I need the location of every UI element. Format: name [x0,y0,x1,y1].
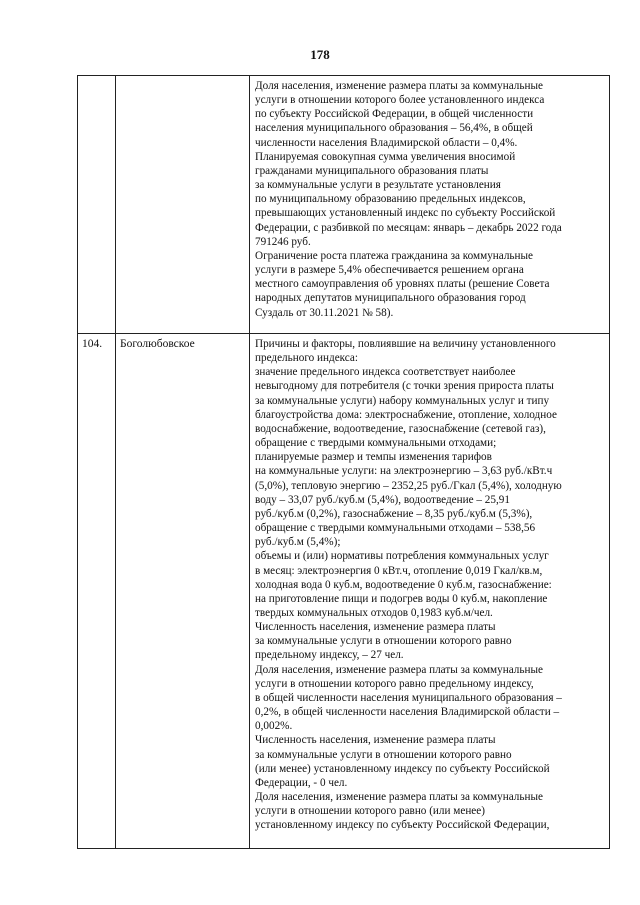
row-number-cell [78,76,116,334]
text-line: услуги в отношении которого равно предельному индексу, [255,677,534,690]
text-line: Доля населения, изменение размера платы за коммунальные [255,663,543,676]
text-line: предельного индекса: [255,352,358,365]
text-line: населения муниципального образования – 56,4%, в общей [255,122,533,135]
text-line: Суздаль от 30.11.2021 № 58). [255,306,394,319]
text-line: холодная вода 0 куб.м, водоотведение 0 куб.м, газоснабжение: [255,578,552,591]
text-line: значение предельного индекса соответствует наиболее [255,366,516,379]
text-line: Ограничение роста платежа гражданина за коммунальные [255,249,533,262]
municipality-name-cell [116,76,250,334]
text-line: Федерации, с разбивкой по месяцам: январь – декабрь 2022 года [255,221,562,234]
text-line: руб./куб.м (5,4%); [255,536,341,549]
row-number-cell: 104. [78,334,116,849]
text-line: в общей численности населения муниципального образования – [255,691,562,704]
text-line: по субъекту Российской Федерации, в общей численности [255,108,534,121]
text-line: местного самоуправления об уровнях платы (решение Совета [255,278,550,291]
text-line: благоустройства дома: электроснабжение, отопление, холодное [255,408,557,421]
text-line: объемы и (или) нормативы потребления коммунальных услуг [255,550,549,563]
text-line: по муниципальному образованию предельных индексов, [255,193,526,206]
text-line: Численность населения, изменение размера платы [255,734,496,747]
text-line: гражданами муниципального образования платы [255,164,489,177]
text-line: за коммунальные услуги) набору коммунальных услуг и типу [255,394,550,407]
text-line: на приготовление пищи и подогрев воды 0 куб.м, накопление [255,592,548,605]
text-line: за коммунальные услуги в отношении которого равно [255,748,512,761]
text-line: 0,2%, в общей численности населения Владимирской области – [255,706,560,719]
text-line: на коммунальные услуги: на электроэнергию – 3,63 руб./кВт.ч [255,465,553,478]
text-line: услуги в размере 5,4% обеспечивается решением органа [255,264,524,277]
text-line: руб./куб.м (0,2%), газоснабжение – 8,35 руб./куб.м (5,3%), [255,507,533,520]
text-line: Численность населения, изменение размера платы [255,621,496,634]
text-line: невыгодному для потребителя (с точки зрения прироста платы [255,380,554,393]
description-cell [250,76,610,334]
text-line: воду – 33,07 руб./куб.м (5,4%), водоотведение – 25,91 [255,493,510,506]
text-line: услуги в отношении которого равно (или менее) [255,805,485,818]
page-number: 178 [310,47,330,62]
table-row [78,76,610,334]
text-line: (или менее) установленному индексу по субъекту Российской [255,762,550,775]
municipality-name-cell: Боголюбовское [116,334,250,849]
text-line: за коммунальные услуги в отношении которого равно [255,635,512,648]
text-line: Федерации, - 0 чел. [255,776,348,789]
text-line: Планируемая совокупная сумма увеличения вносимой [255,150,516,163]
text-line: 0,002%. [255,720,293,733]
text-line: превышающих установленный индекс по субъекту Российской [255,207,556,220]
text-line: предельному индексу, – 27 чел. [255,649,404,662]
text-line: (5,0%), тепловую энергию – 2352,25 руб./Гкал (5,4%), холодную [255,479,562,492]
document-table [77,75,610,849]
text-line: услуги в отношении которого более установленного индекса [255,94,545,107]
text-line: Причины и факторы, повлиявшие на величину установленного [255,338,556,350]
text-line: Доля населения, изменение размера платы за коммунальные [255,791,543,803]
text-line: 791246 руб. [255,235,311,248]
text-line: водоснабжение, водоотведение, газоснабжение (сетевой газ), [255,422,546,435]
text-line: в месяц: электроэнергия 0 кВт.ч, отопление 0,019 Гкал/кв.м, [255,564,543,577]
description-cell [250,334,610,849]
text-line: обращение с твердыми коммунальными отходами – 538,56 [255,522,536,535]
text-line: твердых коммунальных отходов 0,1983 куб.м/чел. [255,606,493,619]
table-row [78,334,610,849]
text-line: численности населения Владимирской области – 0,4%. [255,136,518,149]
text-line: народных депутатов муниципального образования город [255,292,526,305]
text-line: за коммунальные услуги в результате установления [255,179,501,192]
text-line: обращение с твердыми коммунальными отходами; [255,437,497,450]
text-line: Доля населения, изменение размера платы за коммунальные [255,80,543,92]
text-line: установленному индексу по субъекту Российской Федерации, [255,819,550,832]
text-line: планируемые размер и темпы изменения тарифов [255,451,492,464]
